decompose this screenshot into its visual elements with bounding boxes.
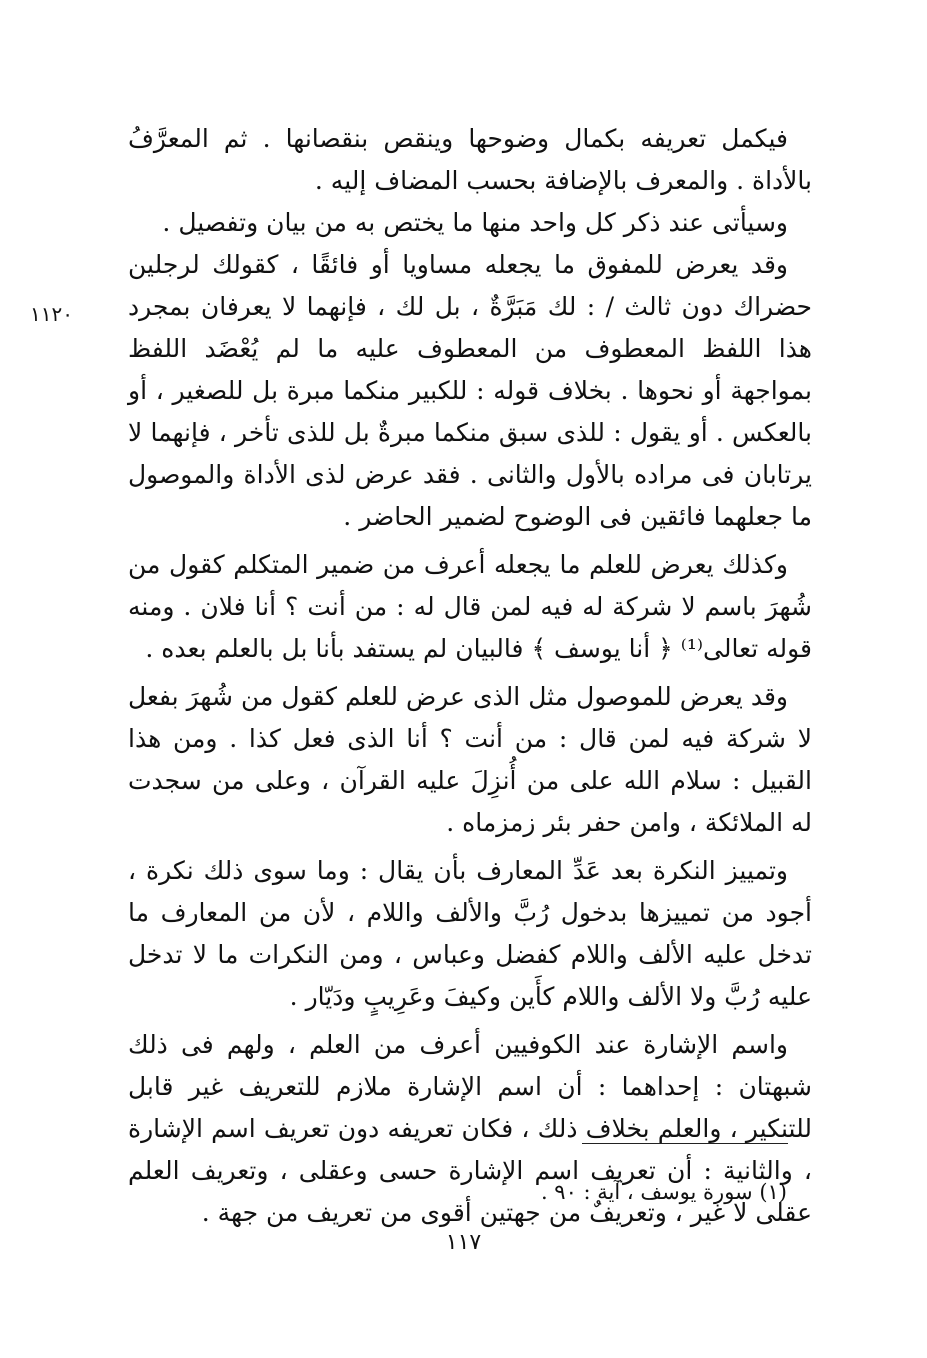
margin-reference-number: ١١٢٠ — [30, 302, 73, 326]
main-text — [128, 118, 812, 1234]
paragraph-6: وتمييز النكرة بعد عَدِّ المعارف بأن يقال : وما سوى ذلك نكرة ، أجود من تمييزها بدخول رُبَّ والألف واللام ، لأن من المعارف ما تدخل عليه الألف واللام كفضل وعباس ، ومن النكرات ما لا تدخل عليه رُبَّ ولا الألف واللام كأَين وكيفَ وعَرِيبٍ ودَيّار . — [128, 856, 812, 1011]
paragraph-5: وقد يعرض للموصول مثل الذى عرض للعلم كقول من شُهرَ بفعل لا شركة فيه لمن قال : من أنت ؟ أنا الذى فعل كذا . ومن هذا القبيل : سلام الله على من أُنزِلَ عليه القرآن ، وعلى من سجدت له الملائكة ، وامن حفر بئر زمزماه . — [128, 682, 812, 837]
page-number: ١١٧ — [445, 1230, 482, 1255]
paragraph-1: فيكمل تعريفه بكمال وضوحها وينقص بنقصانها . ثم المعرَّفُ بالأداة . والمعرف بالإضافة بحسب المضاف إليه . — [128, 124, 812, 195]
footnote: (١) سورة يوسف ، آية : ٩٠ . — [540, 1180, 787, 1204]
paragraph-4: وكذلك يعرض للعلم ما يجعله أعرف من ضمير المتكلم كقول من شُهرَ باسم لا شركة له فيه لمن قال له : من أنت ؟ أنا فلان . ومنه قوله تعالى⁽¹⁾ ﴿ أنا يوسف ﴾ فالبيان لم يستفد بأنا بل بالعلم بعده . — [128, 550, 812, 663]
paragraph-7: واسم الإشارة عند الكوفيين أعرف من العلم ، ولهم فى ذلك شبهتان : إحداهما : أن اسم الإشارة ملازم للتعريف غير قابل للتنكير ، والعلم بخلاف ذلك ، فكان تعريفه دون تعريف اسم الإشارة ، والثانية : أن تعريف اسم الإشارة حسى وعقلى ، وتعريف العلم عقلى لا غير ، وتعريفٌ من جهتين أقوى من تعريف من جهة . — [128, 1030, 812, 1227]
paragraph-3: وقد يعرض للمفوق ما يجعله مساويا أو فائقًا ، كقولك لرجلين حضراك دون ثالث / : لك مَبَرَّةٌ ، بل لك ، فإنهما لا يعرفان بمجرد هذا اللفظ المعطوف من المعطوف عليه ما لم يُعْضَد اللفظ بمواجهة أو نحوها . بخلاف قوله : للكبير منكما مبرة بل للصغير ، أو بالعكس . أو يقول : للذى سبق منكما مبرةٌ بل للذى تأخر ، فإنهما لا يرتابان فى مراده بالأول والثانى . فقد عرض لذى الأداة والموصول ما جعلهما فائقين فى الوضوح لضمير الحاضر . — [128, 250, 812, 531]
paragraph-2: وسيأتى عند ذكر كل واحد منها ما يختص به من بيان وتفصيل . — [162, 208, 788, 237]
footnote-separator — [582, 1143, 788, 1144]
